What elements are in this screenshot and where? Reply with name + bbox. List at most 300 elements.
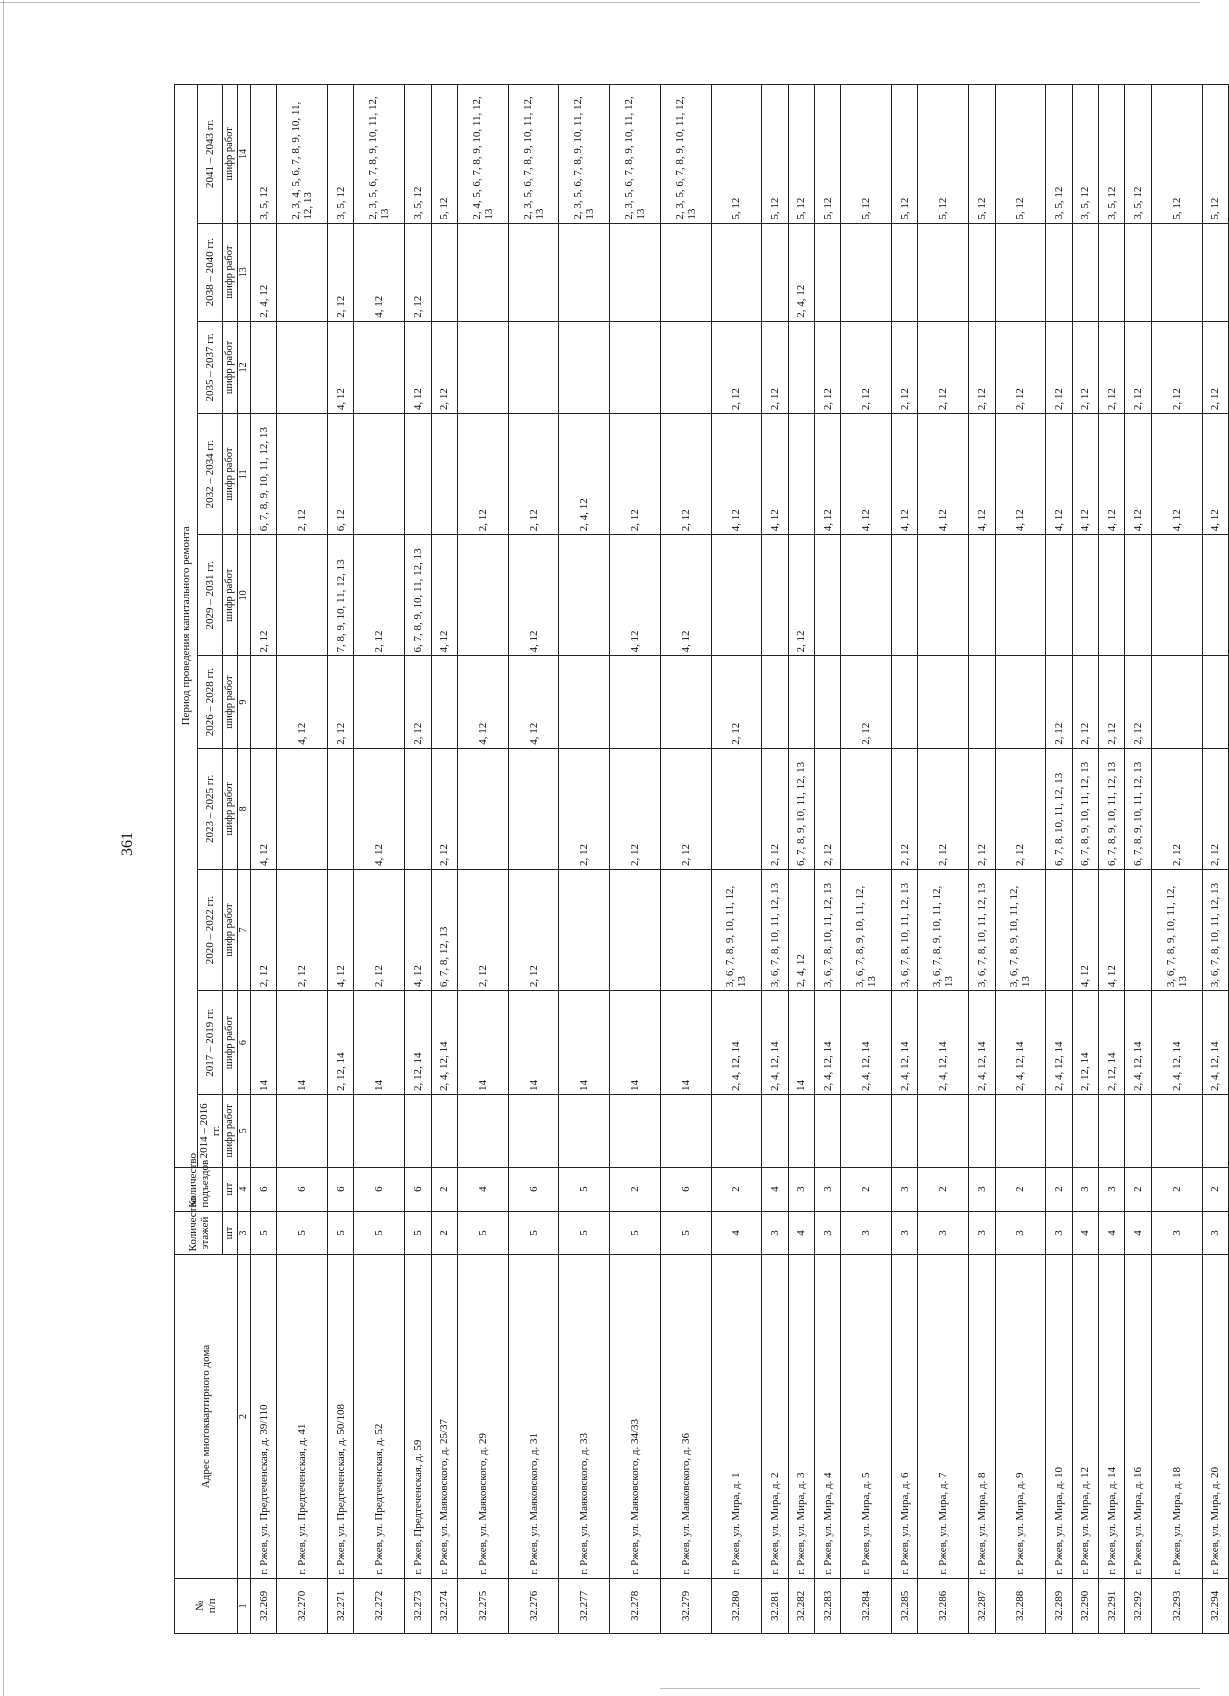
work-code-cell — [277, 748, 328, 869]
address-cell: г. Ржев, ул. Предтеченская, д. 52 — [354, 1255, 405, 1578]
address-cell: г. Ржев, ул. Мира, д. 1 — [711, 1255, 762, 1578]
address-cell: г. Ржев, ул. Маяковского, д. 36 — [660, 1255, 711, 1578]
work-code-cell: 3, 5, 12 — [405, 85, 431, 224]
work-code-cell: 4, 12 — [251, 748, 277, 869]
floors-cell: 3 — [995, 1211, 1046, 1255]
work-code-cell — [788, 414, 814, 535]
table-row — [1072, 85, 1098, 1634]
work-code-cell — [277, 321, 328, 413]
address-cell: г. Ржев, ул. Маяковского, д. 34/33 — [610, 1255, 661, 1578]
work-code-cell — [354, 414, 405, 535]
work-code-cell — [1099, 535, 1125, 656]
work-code-cell: 4, 12 — [328, 321, 354, 413]
row-number-cell: 32.276 — [508, 1578, 559, 1633]
work-code-cell — [892, 656, 918, 748]
work-code-cell: 2, 4, 12, 14 — [1202, 991, 1229, 1095]
header-column-number: 2 — [238, 1255, 251, 1578]
scan-edge-bottom — [660, 1688, 1200, 1689]
work-code-cell — [251, 1095, 277, 1168]
floors-cell: 4 — [1099, 1211, 1125, 1255]
work-code-cell — [610, 223, 661, 321]
work-code-cell: 14 — [277, 991, 328, 1095]
header-unit-floors: шт — [223, 1211, 238, 1255]
address-cell: г. Ржев, ул. Мира, д. 4 — [815, 1255, 841, 1578]
work-code-cell — [969, 223, 995, 321]
work-code-cell: 2, 12, 14 — [1072, 991, 1098, 1095]
work-code-cell — [431, 656, 457, 748]
work-code-cell: 4, 12 — [508, 656, 559, 748]
work-code-cell: 14 — [788, 991, 814, 1095]
work-code-cell: 4, 12 — [660, 535, 711, 656]
work-code-cell: 2, 12 — [1046, 656, 1072, 748]
header-num: № п/п — [175, 1578, 238, 1633]
entrances-cell: 2 — [711, 1167, 762, 1211]
work-code-cell: 2, 12 — [1202, 321, 1229, 413]
floors-cell: 3 — [841, 1211, 892, 1255]
work-code-cell: 4, 12 — [918, 414, 969, 535]
work-code-cell: 5, 12 — [788, 85, 814, 224]
work-code-cell: 14 — [251, 991, 277, 1095]
table-row — [969, 85, 995, 1634]
work-code-cell — [559, 656, 610, 748]
work-code-cell — [277, 535, 328, 656]
table-row — [1046, 85, 1072, 1634]
work-code-cell — [559, 869, 610, 990]
row-number-cell: 32.273 — [405, 1578, 431, 1633]
header-work-code-4: шифр работ — [223, 656, 238, 748]
table-row — [405, 85, 431, 1634]
work-code-cell — [762, 1095, 788, 1168]
work-code-cell — [995, 535, 1046, 656]
floors-cell: 3 — [762, 1211, 788, 1255]
work-code-cell: 4, 12 — [1099, 414, 1125, 535]
header-address: Адрес многоквартирного дома — [175, 1255, 238, 1578]
page-number: 361 — [119, 832, 136, 856]
header-work-code-9: шифр работ — [223, 85, 238, 224]
work-code-cell — [1072, 1095, 1098, 1168]
work-code-cell — [457, 223, 508, 321]
work-code-cell: 4, 12 — [1151, 414, 1202, 535]
header-work-code-6: шифр работ — [223, 414, 238, 535]
work-code-cell: 4, 12 — [508, 535, 559, 656]
address-cell: г. Ржев, ул. Предтеченская, д. 39/110 — [251, 1255, 277, 1578]
work-code-cell — [918, 223, 969, 321]
work-code-cell: 3, 6, 7, 8, 9, 10, 11, 12, 13 — [711, 869, 762, 990]
work-code-cell: 2, 4, 12, 14 — [431, 991, 457, 1095]
row-number-cell: 32.287 — [969, 1578, 995, 1633]
work-code-cell — [559, 321, 610, 413]
floors-cell: 3 — [1046, 1211, 1072, 1255]
floors-cell: 5 — [354, 1211, 405, 1255]
row-number-cell: 32.272 — [354, 1578, 405, 1633]
work-code-cell: 2, 4, 12, 14 — [1125, 991, 1151, 1095]
header-column-number: 13 — [238, 223, 251, 321]
work-code-cell — [711, 748, 762, 869]
work-code-cell — [559, 223, 610, 321]
work-code-cell: 2, 3, 5, 6, 7, 8, 9, 10, 11, 12, 13 — [508, 85, 559, 224]
work-code-cell: 2, 12 — [328, 223, 354, 321]
header-work-code-0: шифр работ — [223, 1095, 238, 1168]
work-code-cell: 2, 12 — [762, 321, 788, 413]
work-code-cell: 6, 7, 8, 9, 10, 11, 12, 13 — [1099, 748, 1125, 869]
work-code-cell — [762, 656, 788, 748]
floors-cell: 5 — [277, 1211, 328, 1255]
work-code-cell — [328, 748, 354, 869]
work-code-cell: 5, 12 — [431, 85, 457, 224]
work-code-cell — [1125, 1095, 1151, 1168]
work-code-cell: 2, 12 — [788, 535, 814, 656]
table-row — [508, 85, 559, 1634]
work-code-cell — [610, 1095, 661, 1168]
work-code-cell: 3, 6, 7, 8, 9, 10, 11, 12, 13 — [841, 869, 892, 990]
work-code-cell: 3, 5, 12 — [328, 85, 354, 224]
work-code-cell — [1072, 223, 1098, 321]
work-code-cell: 2, 12 — [660, 748, 711, 869]
work-code-cell — [610, 869, 661, 990]
work-code-cell: 4, 12 — [1202, 414, 1229, 535]
work-code-cell: 2, 12 — [1151, 748, 1202, 869]
work-code-cell: 14 — [610, 991, 661, 1095]
address-cell: г. Ржев, ул. Мира, д. 5 — [841, 1255, 892, 1578]
work-code-cell — [841, 535, 892, 656]
work-code-cell: 6, 7, 8, 10, 11, 12, 13 — [1046, 748, 1072, 869]
floors-cell: 4 — [1125, 1211, 1151, 1255]
row-number-cell: 32.269 — [251, 1578, 277, 1633]
work-code-cell: 2, 3, 5, 6, 7, 8, 9, 10, 11, 12, 13 — [354, 85, 405, 224]
work-code-cell: 4, 12 — [841, 414, 892, 535]
work-code-cell: 5, 12 — [969, 85, 995, 224]
row-number-cell: 32.270 — [277, 1578, 328, 1633]
rotated-table-container — [174, 84, 1229, 1634]
work-code-cell: 2, 12 — [1125, 656, 1151, 748]
floors-cell: 5 — [660, 1211, 711, 1255]
work-code-cell — [841, 223, 892, 321]
work-code-cell: 2, 12 — [995, 321, 1046, 413]
row-number-cell: 32.281 — [762, 1578, 788, 1633]
work-code-cell: 4, 12 — [328, 869, 354, 990]
work-code-cell: 2, 12 — [918, 748, 969, 869]
work-code-cell: 2, 3, 5, 6, 7, 8, 9, 10, 11, 12, 13 — [610, 85, 661, 224]
address-cell: г. Ржев, ул. Мира, д. 6 — [892, 1255, 918, 1578]
row-number-cell: 32.284 — [841, 1578, 892, 1633]
table-row — [995, 85, 1046, 1634]
entrances-cell: 2 — [610, 1167, 661, 1211]
header-work-code-3: шифр работ — [223, 748, 238, 869]
work-code-cell: 14 — [508, 991, 559, 1095]
work-code-cell — [918, 656, 969, 748]
header-period-5: 2029 – 2031 гг. — [198, 535, 223, 656]
floors-cell: 5 — [610, 1211, 661, 1255]
work-code-cell: 2, 12 — [251, 869, 277, 990]
work-code-cell: 3, 5, 12 — [1046, 85, 1072, 224]
row-number-cell: 32.290 — [1072, 1578, 1098, 1633]
header-floors: Количество этажей — [175, 1211, 223, 1255]
work-code-cell — [788, 1095, 814, 1168]
row-number-cell: 32.285 — [892, 1578, 918, 1633]
work-code-cell: 14 — [660, 991, 711, 1095]
work-code-cell: 3, 6, 7, 8, 10, 11, 12, 13 — [762, 869, 788, 990]
address-cell: г. Ржев, ул. Мира, д. 7 — [918, 1255, 969, 1578]
work-code-cell: 3, 6, 7, 8, 10, 11, 12, 13 — [892, 869, 918, 990]
work-code-cell: 2, 12 — [841, 656, 892, 748]
work-code-cell: 4, 12 — [892, 414, 918, 535]
address-cell: г. Ржев, ул. Мира, д. 3 — [788, 1255, 814, 1578]
capital-repair-schedule-table — [174, 84, 1229, 1634]
entrances-cell: 3 — [1072, 1167, 1098, 1211]
work-code-cell: 2, 12 — [277, 414, 328, 535]
table-row — [559, 85, 610, 1634]
work-code-cell: 2, 12 — [431, 748, 457, 869]
work-code-cell: 2, 3, 4, 5, 6, 7, 8, 9, 10, 11, 12, 13 — [277, 85, 328, 224]
work-code-cell: 2, 12 — [508, 414, 559, 535]
table-row — [788, 85, 814, 1634]
row-number-cell: 32.271 — [328, 1578, 354, 1633]
work-code-cell — [788, 321, 814, 413]
scan-edge-top — [0, 2, 1200, 3]
work-code-cell: 2, 12 — [969, 321, 995, 413]
entrances-cell: 2 — [431, 1167, 457, 1211]
row-number-cell: 32.292 — [1125, 1578, 1151, 1633]
work-code-cell: 2, 12 — [1072, 321, 1098, 413]
work-code-cell — [1202, 656, 1229, 748]
work-code-cell: 4, 12 — [457, 656, 508, 748]
work-code-cell — [277, 1095, 328, 1168]
work-code-cell: 2, 4, 12, 14 — [995, 991, 1046, 1095]
work-code-cell — [457, 321, 508, 413]
header-period-9: 2041 – 2043 гг. — [198, 85, 223, 224]
table-header — [175, 85, 251, 1634]
work-code-cell — [762, 223, 788, 321]
work-code-cell: 2, 12 — [1072, 656, 1098, 748]
header-period: Период проведения капитального ремонта — [175, 85, 198, 1168]
work-code-cell: 2, 4, 12, 14 — [969, 991, 995, 1095]
work-code-cell — [788, 656, 814, 748]
work-code-cell: 5, 12 — [918, 85, 969, 224]
address-cell: г. Ржев, ул. Мира, д. 9 — [995, 1255, 1046, 1578]
work-code-cell: 3, 5, 12 — [1125, 85, 1151, 224]
work-code-cell — [354, 321, 405, 413]
floors-cell: 3 — [815, 1211, 841, 1255]
work-code-cell: 2, 12 — [1202, 748, 1229, 869]
scan-edge-left — [3, 0, 4, 1696]
work-code-cell — [1046, 1095, 1072, 1168]
work-code-cell: 2, 12 — [251, 535, 277, 656]
address-cell: г. Ржев, ул. Мира, д. 14 — [1099, 1255, 1125, 1578]
row-number-cell: 32.288 — [995, 1578, 1046, 1633]
work-code-cell: 2, 12, 14 — [1099, 991, 1125, 1095]
work-code-cell: 2, 12 — [892, 321, 918, 413]
work-code-cell: 6, 7, 8, 9, 10, 11, 12, 13 — [788, 748, 814, 869]
entrances-cell: 4 — [457, 1167, 508, 1211]
floors-cell: 3 — [892, 1211, 918, 1255]
table-row — [1151, 85, 1202, 1634]
work-code-cell — [660, 869, 711, 990]
header-period-6: 2032 – 2034 гг. — [198, 414, 223, 535]
header-work-code-5: шифр работ — [223, 535, 238, 656]
header-column-number: 5 — [238, 1095, 251, 1168]
header-entrances: Количество подъездов — [175, 1167, 223, 1211]
table-row — [815, 85, 841, 1634]
row-number-cell: 32.293 — [1151, 1578, 1202, 1633]
entrances-cell: 6 — [508, 1167, 559, 1211]
work-code-cell: 2, 4, 12, 14 — [711, 991, 762, 1095]
floors-cell: 3 — [1202, 1211, 1229, 1255]
work-code-cell — [354, 1095, 405, 1168]
work-code-cell: 6, 7, 8, 9, 10, 11, 12, 13 — [251, 414, 277, 535]
header-column-number: 9 — [238, 656, 251, 748]
work-code-cell: 5, 12 — [1151, 85, 1202, 224]
floors-cell: 4 — [711, 1211, 762, 1255]
work-code-cell — [405, 1095, 431, 1168]
address-cell: г. Ржев, ул. Мира, д. 8 — [969, 1255, 995, 1578]
work-code-cell: 2, 12 — [457, 414, 508, 535]
entrances-cell: 2 — [1202, 1167, 1229, 1211]
work-code-cell: 3, 5, 12 — [1099, 85, 1125, 224]
entrances-cell: 2 — [841, 1167, 892, 1211]
work-code-cell: 2, 4, 12 — [559, 414, 610, 535]
work-code-cell — [841, 1095, 892, 1168]
work-code-cell — [1125, 535, 1151, 656]
work-code-cell: 2, 12 — [610, 414, 661, 535]
work-code-cell: 3, 6, 7, 8, 10, 11, 12, 13 — [969, 869, 995, 990]
floors-cell: 5 — [457, 1211, 508, 1255]
entrances-cell: 5 — [559, 1167, 610, 1211]
work-code-cell — [995, 656, 1046, 748]
work-code-cell — [457, 1095, 508, 1168]
work-code-cell: 2, 12 — [508, 869, 559, 990]
work-code-cell — [660, 1095, 711, 1168]
work-code-cell: 4, 12 — [405, 869, 431, 990]
work-code-cell — [251, 656, 277, 748]
row-number-cell: 32.280 — [711, 1578, 762, 1633]
work-code-cell: 2, 12 — [1099, 656, 1125, 748]
table-row — [251, 85, 277, 1634]
address-cell: г. Ржев, ул. Мира, д. 20 — [1202, 1255, 1229, 1578]
row-number-cell: 32.283 — [815, 1578, 841, 1633]
row-number-cell: 32.277 — [559, 1578, 610, 1633]
work-code-cell: 2, 3, 5, 6, 7, 8, 9, 10, 11, 12, 13 — [559, 85, 610, 224]
work-code-cell: 2, 12, 14 — [405, 991, 431, 1095]
work-code-cell: 2, 12 — [328, 656, 354, 748]
work-code-cell — [508, 1095, 559, 1168]
work-code-cell — [508, 223, 559, 321]
work-code-cell: 14 — [354, 991, 405, 1095]
work-code-cell: 5, 12 — [711, 85, 762, 224]
work-code-cell: 6, 7, 8, 9, 10, 11, 12, 13 — [405, 535, 431, 656]
work-code-cell — [1151, 1095, 1202, 1168]
work-code-cell: 3, 6, 7, 8, 10, 11, 12, 13 — [1202, 869, 1229, 990]
work-code-cell — [1125, 869, 1151, 990]
row-number-cell: 32.286 — [918, 1578, 969, 1633]
work-code-cell — [508, 748, 559, 869]
work-code-cell — [892, 535, 918, 656]
entrances-cell: 6 — [354, 1167, 405, 1211]
work-code-cell — [1151, 223, 1202, 321]
header-period-7: 2035 – 2037 гг. — [198, 321, 223, 413]
address-cell: г. Ржев, ул. Маяковского, д. 31 — [508, 1255, 559, 1578]
work-code-cell: 4, 12 — [711, 414, 762, 535]
header-period-8: 2038 – 2040 гг. — [198, 223, 223, 321]
entrances-cell: 2 — [918, 1167, 969, 1211]
work-code-cell: 6, 7, 8, 12, 13 — [431, 869, 457, 990]
work-code-cell — [431, 1095, 457, 1168]
header-column-number: 11 — [238, 414, 251, 535]
entrances-cell: 3 — [815, 1167, 841, 1211]
floors-cell: 2 — [431, 1211, 457, 1255]
work-code-cell: 2, 3, 5, 6, 7, 8, 9, 10, 11, 12, 13 — [660, 85, 711, 224]
row-number-cell: 32.291 — [1099, 1578, 1125, 1633]
work-code-cell — [1202, 535, 1229, 656]
work-code-cell: 5, 12 — [995, 85, 1046, 224]
table-row — [610, 85, 661, 1634]
entrances-cell: 3 — [892, 1167, 918, 1211]
work-code-cell: 2, 4, 12, 14 — [815, 991, 841, 1095]
work-code-cell: 5, 12 — [1202, 85, 1229, 224]
table-row — [660, 85, 711, 1634]
header-column-number: 3 — [238, 1211, 251, 1255]
work-code-cell: 2, 12 — [431, 321, 457, 413]
floors-cell: 4 — [1072, 1211, 1098, 1255]
entrances-cell: 2 — [1046, 1167, 1072, 1211]
work-code-cell: 2, 12 — [610, 748, 661, 869]
table-row — [277, 85, 328, 1634]
work-code-cell: 4, 12 — [1072, 869, 1098, 990]
work-code-cell: 2, 4, 12, 14 — [841, 991, 892, 1095]
table-row — [892, 85, 918, 1634]
address-cell: г. Ржев, ул. Маяковского, д. 25/37 — [431, 1255, 457, 1578]
work-code-cell — [995, 223, 1046, 321]
work-code-cell: 2, 12 — [815, 321, 841, 413]
work-code-cell: 4, 12 — [969, 414, 995, 535]
address-cell: г. Ржев, ул. Маяковского, д. 29 — [457, 1255, 508, 1578]
work-code-cell — [918, 535, 969, 656]
entrances-cell: 3 — [969, 1167, 995, 1211]
work-code-cell — [969, 1095, 995, 1168]
work-code-cell: 2, 12 — [711, 656, 762, 748]
work-code-cell — [1151, 656, 1202, 748]
floors-cell: 5 — [251, 1211, 277, 1255]
work-code-cell — [508, 321, 559, 413]
work-code-cell — [431, 223, 457, 321]
row-number-cell: 32.274 — [431, 1578, 457, 1633]
header-column-number: 8 — [238, 748, 251, 869]
work-code-cell: 4, 12 — [1099, 869, 1125, 990]
work-code-cell: 2, 12 — [918, 321, 969, 413]
work-code-cell: 4, 12 — [762, 414, 788, 535]
header-column-number: 4 — [238, 1167, 251, 1211]
header-column-number: 7 — [238, 869, 251, 990]
work-code-cell — [457, 535, 508, 656]
work-code-cell: 4, 12 — [995, 414, 1046, 535]
entrances-cell: 4 — [762, 1167, 788, 1211]
work-code-cell: 6, 12 — [328, 414, 354, 535]
table-row — [1202, 85, 1229, 1634]
work-code-cell: 4, 12 — [354, 223, 405, 321]
work-code-cell: 2, 12 — [892, 748, 918, 869]
work-code-cell: 4, 12 — [1125, 414, 1151, 535]
work-code-cell: 2, 4, 12, 14 — [918, 991, 969, 1095]
floors-cell: 5 — [328, 1211, 354, 1255]
work-code-cell — [660, 656, 711, 748]
row-number-cell: 32.282 — [788, 1578, 814, 1633]
work-code-cell — [711, 1095, 762, 1168]
header-column-number: 6 — [238, 991, 251, 1095]
header-column-numbers-row — [238, 85, 251, 1634]
work-code-cell: 4, 12 — [277, 656, 328, 748]
header-work-code-8: шифр работ — [223, 223, 238, 321]
work-code-cell — [610, 656, 661, 748]
entrances-cell: 2 — [1125, 1167, 1151, 1211]
